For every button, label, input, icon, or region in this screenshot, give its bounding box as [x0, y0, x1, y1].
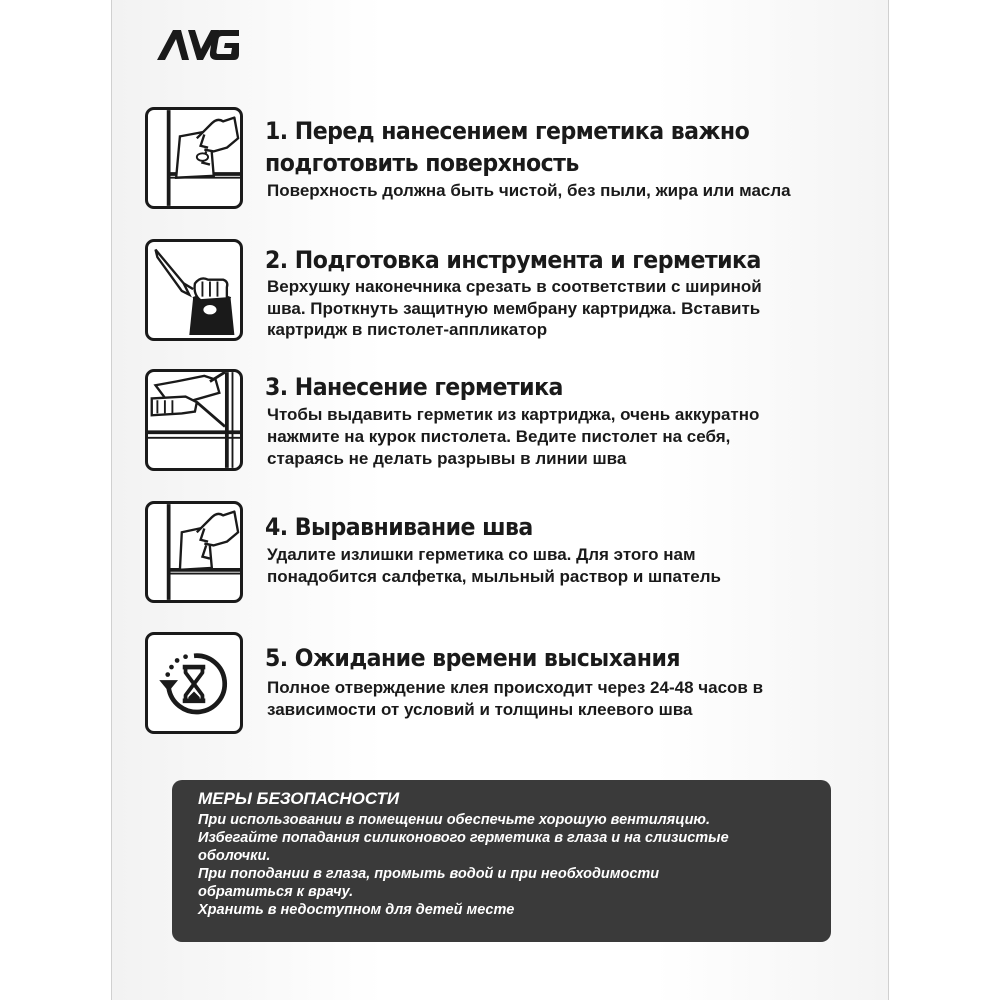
step-5-desc-line-1: Полное отверждение клея происходит через 24-48 часов в — [267, 678, 764, 697]
step-4-desc-line-2: понадобится салфетка, мыльный раствор и шпатель — [267, 567, 721, 586]
safety-line: обратиться к врачу. — [198, 884, 354, 900]
seam-smoothing-icon — [145, 501, 243, 603]
cartridge-cutting-icon — [145, 239, 243, 341]
step-5-title-line-1: 5. Ожидание времени высыхания — [265, 644, 681, 672]
step-4-title-line-1: 4. Выравнивание шва — [265, 513, 533, 541]
step-1-desc-line-1: Поверхность должна быть чистой, без пыли, жира или масла — [267, 181, 791, 200]
step-3-title-line-1: 3. Нанесение герметика — [265, 373, 563, 401]
step-1-title-line-2: подготовить поверхность — [265, 149, 579, 177]
safety-line: оболочки. — [198, 848, 271, 864]
safety-line: Хранить в недоступном для детей месте — [198, 902, 515, 918]
step-5-desc-line-2: зависимости от условий и толщины клеевого шва — [267, 700, 693, 719]
sealant-gun-icon — [145, 369, 243, 471]
safety-line: Избегайте попадания силиконового герметика в глаза и на слизистые — [198, 830, 729, 846]
safety-line: При поподании в глаза, промыть водой и при необходимости — [198, 866, 660, 882]
step-3-desc-line-3: стараясь не делать разрывы в линии шва — [267, 449, 627, 468]
step-2-desc-line-1: Верхушку наконечника срезать в соответствии с шириной — [267, 277, 762, 296]
hourglass-timer-icon — [145, 632, 243, 734]
surface-cleaning-icon — [145, 107, 243, 209]
step-2-title-line-1: 2. Подготовка инструмента и герметика — [265, 246, 761, 274]
safety-panel — [172, 780, 831, 942]
step-2-desc-line-2: шва. Проткнуть защитную мембрану картриджа. Вставить — [267, 298, 761, 318]
step-2-desc-line-3: картридж в пистолет-аппликатор — [267, 320, 548, 339]
avg-logo — [155, 27, 241, 63]
step-4-desc-line-1: Удалите излишки герметика со шва. Для этого нам — [267, 545, 696, 564]
step-3-desc-line-2: нажмите на курок пистолета. Ведите пистолет на себя, — [267, 427, 731, 446]
safety-line: При использовании в помещении обеспечьте хорошую вентиляцию. — [198, 812, 711, 828]
safety-title: МЕРЫ БЕЗОПАСНОСТИ — [198, 789, 400, 808]
step-1-title-line-1: 1. Перед нанесением герметика важно — [265, 117, 750, 145]
step-3-desc-line-1: Чтобы выдавить герметик из картриджа, очень аккуратно — [267, 405, 760, 424]
